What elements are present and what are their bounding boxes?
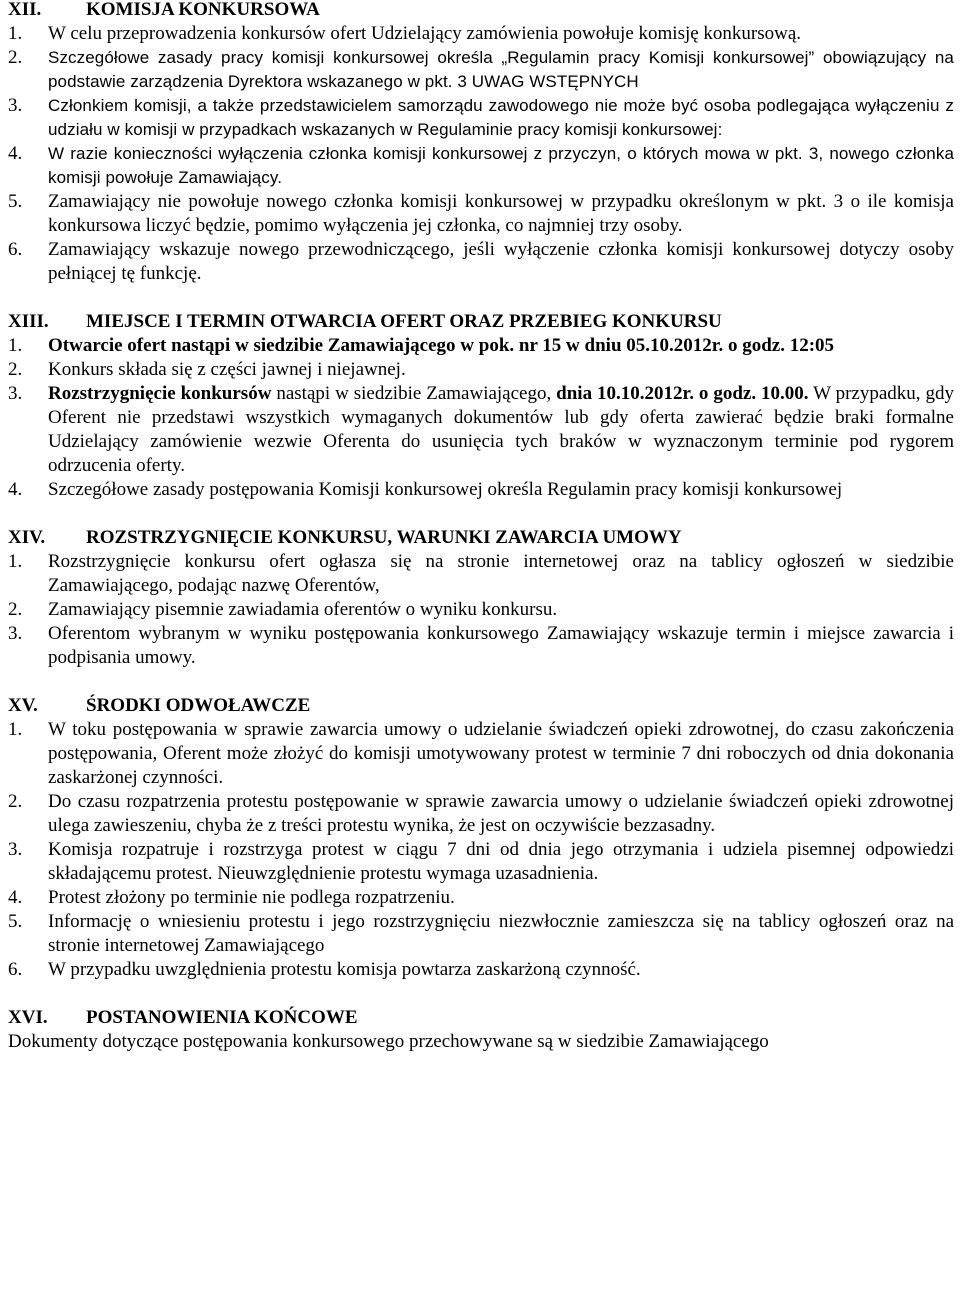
item-text: Szczegółowe zasady postępowania Komisji konkursowej określa Regulamin pracy komisji konkursowej <box>48 479 843 500</box>
section-title: MIEJSCE I TERMIN OTWARCIA OFERT ORAZ PRZEBIEG KONKURSU <box>86 311 722 332</box>
list-item <box>8 94 954 142</box>
closing-paragraph: Dokumenty dotyczące postępowania konkursowego przechowywane są w siedzibie Zamawiającego <box>8 1031 769 1052</box>
item-text: Oferentom wybranym w wyniku postępowania konkursowego Zamawiający wskazuje termin i miejsce zawarcia i podpisania umowy. <box>48 623 954 668</box>
list-item <box>8 190 954 238</box>
section-number: XIV. <box>8 527 46 548</box>
list-item <box>8 358 954 382</box>
item-number: 2. <box>8 791 23 812</box>
section-number: XIII. <box>8 311 49 332</box>
item-number: 1. <box>8 335 23 356</box>
item-number: 4. <box>8 887 23 908</box>
section-spacer <box>8 286 954 310</box>
emphasis-date: dnia 10.10.2012r. o godz. 10.00. <box>556 383 809 404</box>
section-spacer <box>8 502 954 526</box>
item-text: Rozstrzygnięcie konkursu ofert ogłasza się na stronie internetowej oraz na tablicy ogłoszeń w siedzibie Zamawiającego, podając nazwę Oferentów, <box>48 551 954 596</box>
section-rozstrzygniecie <box>8 526 954 670</box>
section-number: XVI. <box>8 1007 48 1028</box>
section-srodki-odwolawcze <box>8 694 954 982</box>
item-number: 4. <box>8 143 23 164</box>
item-text: Protest złożony po terminie nie podlega rozpatrzeniu. <box>48 887 455 908</box>
section-heading <box>8 1006 954 1030</box>
list-item <box>8 886 954 910</box>
item-number: 1. <box>8 23 23 44</box>
section-heading <box>8 0 954 22</box>
item-number: 6. <box>8 239 23 260</box>
item-text: Szczegółowe zasady pracy komisji konkursowej określa „Regulamin pracy Komisji konkursowej” obowiązujący na podstawie zarządzenia Dyrektora wskazanego w pkt. 3 UWAG WSTĘPNYCH <box>48 48 954 91</box>
emphasis-text: Rozstrzygnięcie konkursów <box>48 383 272 404</box>
list-item <box>8 598 954 622</box>
item-text-part: W przypadku, gdy Oferent nie przedstawi wszystkich wymaganych dokumentów lub gdy oferta zawierać będzie braki formalne Udzielający zamówienie wezwie Oferenta do usunięcia tych braków w wyznaczonym terminie pod rygorem odrzucenia oferty. <box>48 383 954 476</box>
item-text <box>48 382 954 478</box>
list-item <box>8 790 954 838</box>
item-text-part: nastąpi w siedzibie Zamawiającego, <box>271 383 557 404</box>
list-item <box>8 46 954 94</box>
section-heading <box>8 526 954 550</box>
item-number: 1. <box>8 551 23 572</box>
section-heading <box>8 694 954 718</box>
section-postanowienia-koncowe <box>8 1006 954 1054</box>
item-text: Zamawiający pisemnie zawiadamia oferentów o wyniku konkursu. <box>48 599 558 620</box>
section-spacer <box>8 982 954 1006</box>
item-number: 2. <box>8 359 23 380</box>
list-item <box>8 22 954 46</box>
section-komisja-konkursowa <box>8 0 954 286</box>
item-number: 3. <box>8 839 23 860</box>
list-item <box>8 622 954 670</box>
item-text: Otwarcie ofert nastąpi w siedzibie Zamawiającego w pok. nr 15 w dniu 05.10.2012r. o godz. 12:05 <box>48 335 835 356</box>
item-text: W celu przeprowadzenia konkursów ofert Udzielający zamówienia powołuje komisję konkursową. <box>48 23 802 44</box>
section-number: XV. <box>8 695 38 716</box>
section-title: KOMISJA KONKURSOWA <box>86 0 320 20</box>
item-number: 1. <box>8 719 23 740</box>
list-item <box>8 838 954 886</box>
item-text: Zamawiający wskazuje nowego przewodniczącego, jeśli wyłączenie członka komisji konkursowej dotyczy osoby pełniącej tę funkcję. <box>48 239 954 284</box>
item-text: Informację o wniesieniu protestu i jego rozstrzygnięciu niezwłocznie zamieszcza się na tablicy ogłoszeń oraz na stronie internetowej Zamawiającego <box>48 911 954 956</box>
section-title: POSTANOWIENIA KOŃCOWE <box>86 1007 358 1028</box>
section-heading <box>8 310 954 334</box>
section-number: XII. <box>8 0 42 20</box>
section-miejsce-i-termin <box>8 310 954 502</box>
document-page <box>8 0 954 1054</box>
item-text: W razie konieczności wyłączenia członka komisji konkursowej z przyczyn, o których mowa w pkt. 3, nowego członka komisji powołuje Zamawiający. <box>48 144 954 187</box>
item-number: 3. <box>8 383 23 404</box>
list-item <box>8 238 954 286</box>
item-number: 4. <box>8 479 23 500</box>
item-number: 5. <box>8 911 23 932</box>
list-item <box>8 142 954 190</box>
item-text: Komisja rozpatruje i rozstrzyga protest w ciągu 7 dni od dnia jego otrzymania i udziela pisemnej odpowiedzi składającemu protest. Nieuwzględnienie protestu wymaga uzasadnienia. <box>48 839 954 884</box>
list-item <box>8 334 954 358</box>
item-number: 3. <box>8 95 23 116</box>
item-number: 3. <box>8 623 23 644</box>
list-item <box>8 718 954 790</box>
item-text: Do czasu rozpatrzenia protestu postępowanie w sprawie zawarcia umowy o udzielanie świadczeń opieki zdrowotnej ulega zawieszeniu, chyba że z treści protestu wynika, że jest on oczywiście bezzasadny. <box>48 791 954 836</box>
list-item <box>8 550 954 598</box>
section-title: ROZSTRZYGNIĘCIE KONKURSU, WARUNKI ZAWARCIA UMOWY <box>86 527 682 548</box>
list-item <box>8 382 954 478</box>
list-item <box>8 958 954 982</box>
section-spacer <box>8 670 954 694</box>
item-number: 2. <box>8 47 23 68</box>
item-text: W toku postępowania w sprawie zawarcia umowy o udzielanie świadczeń opieki zdrowotnej, do czasu zakończenia postępowania, Oferent może złożyć do komisji umotywowany protest w terminie 7 dni roboczych od dnia dokonania zaskarżonej czynności. <box>48 719 954 788</box>
section-title: ŚRODKI ODWOŁAWCZE <box>86 695 311 716</box>
item-text: Konkurs składa się z części jawnej i niejawnej. <box>48 359 406 380</box>
item-text: Członkiem komisji, a także przedstawicielem samorządu zawodowego nie może być osoba podlegająca wyłączeniu z udziału w komisji w przypadkach wskazanych w Regulaminie pracy komisji konkursowej: <box>48 96 954 139</box>
item-number: 6. <box>8 959 23 980</box>
list-item <box>8 910 954 958</box>
item-number: 2. <box>8 599 23 620</box>
list-item <box>8 478 954 502</box>
item-text: W przypadku uwzględnienia protestu komisja powtarza zaskarżoną czynność. <box>48 959 641 980</box>
item-number: 5. <box>8 191 23 212</box>
item-text: Zamawiający nie powołuje nowego członka komisji konkursowej w przypadku określonym w pkt. 3 o ile komisja konkursowa liczyć będzie, pomimo wyłączenia jej członka, co najmniej trzy osoby. <box>48 191 954 236</box>
